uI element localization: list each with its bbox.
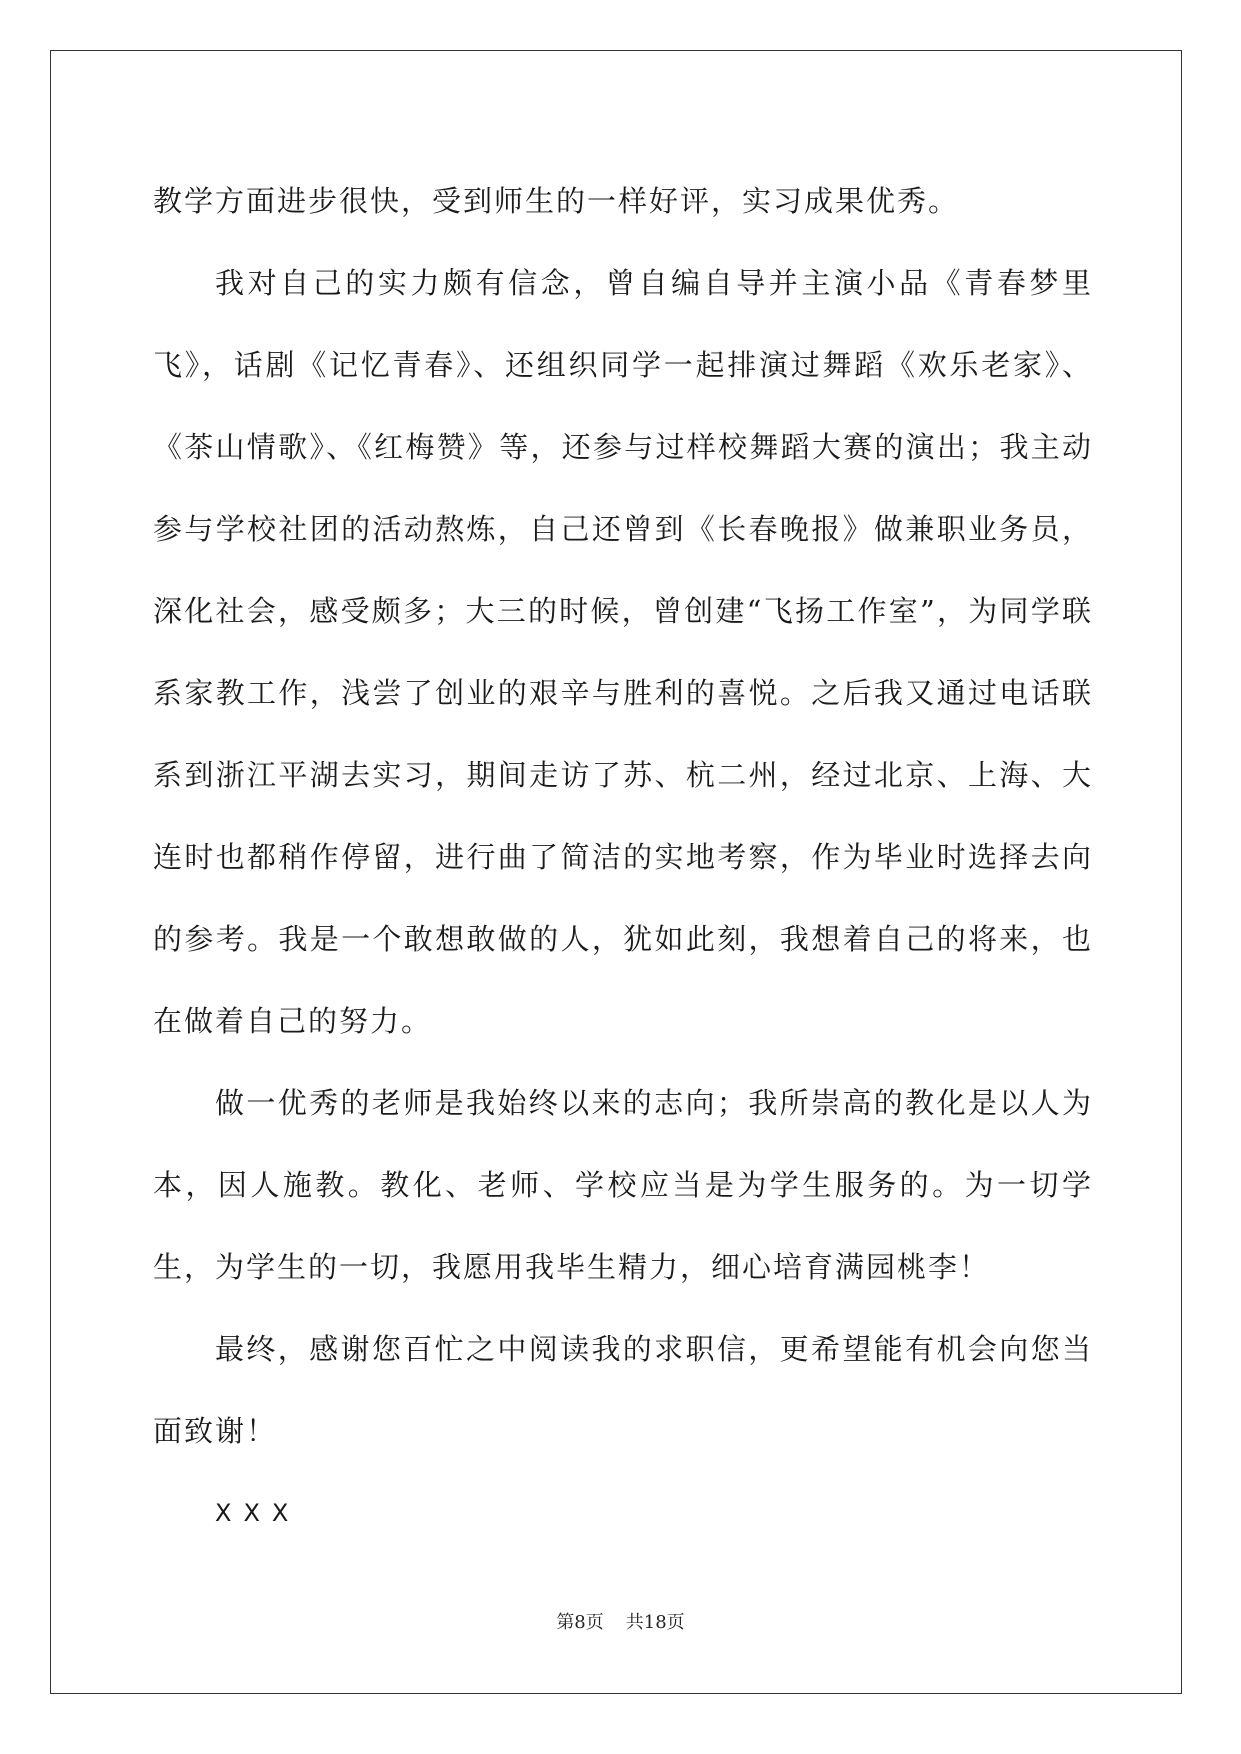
- paragraph-1: 教学方面进步很快，受到师生的一样好评，实习成果优秀。: [153, 184, 960, 218]
- paragraph-4: 最终，感谢您百忙之中阅读我的求职信，更希望能有机会向您当面致谢！: [153, 1332, 1093, 1448]
- letter-body: [153, 160, 1093, 1554]
- signature: XXX: [215, 1499, 301, 1527]
- page-footer: [0, 1608, 1241, 1634]
- paragraph-3: 做一优秀的老师是我始终以来的志向；我所崇高的教化是以人为本，因人施教。教化、老师、学校应当是为学生服务的。为一切学生，为学生的一切，我愿用我毕生精力，细心培育满园桃李！: [153, 1086, 1093, 1284]
- page-total: 共18页: [625, 1612, 685, 1633]
- page-number: 第8页: [556, 1612, 604, 1633]
- paragraph-2: 我对自己的实力颇有信念，曾自编自导并主演小品《青春梦里飞》，话剧《记忆青春》、还组织同学一起排演过舞蹈《欢乐老家》、《茶山情歌》、《红梅赞》等，还参与过样校舞蹈大赛的演出；我主动参与学校社团的活动熬炼，自己还曾到《长春晚报》做兼职业务员，深化社会，感受颇多；大三的时候，曾创建“飞扬工作室”，为同学联系家教工作，浅尝了创业的艰辛与胜利的喜悦。之后我又通过电话联系到浙江平湖去实习，期间走访了苏、杭二州，经过北京、上海、大连时也都稍作停留，进行曲了简洁的实地考察，作为毕业时选择去向的参考。我是一个敢想敢做的人，犹如此刻，我想着自己的将来，也在做着自己的努力。: [153, 266, 1093, 1038]
